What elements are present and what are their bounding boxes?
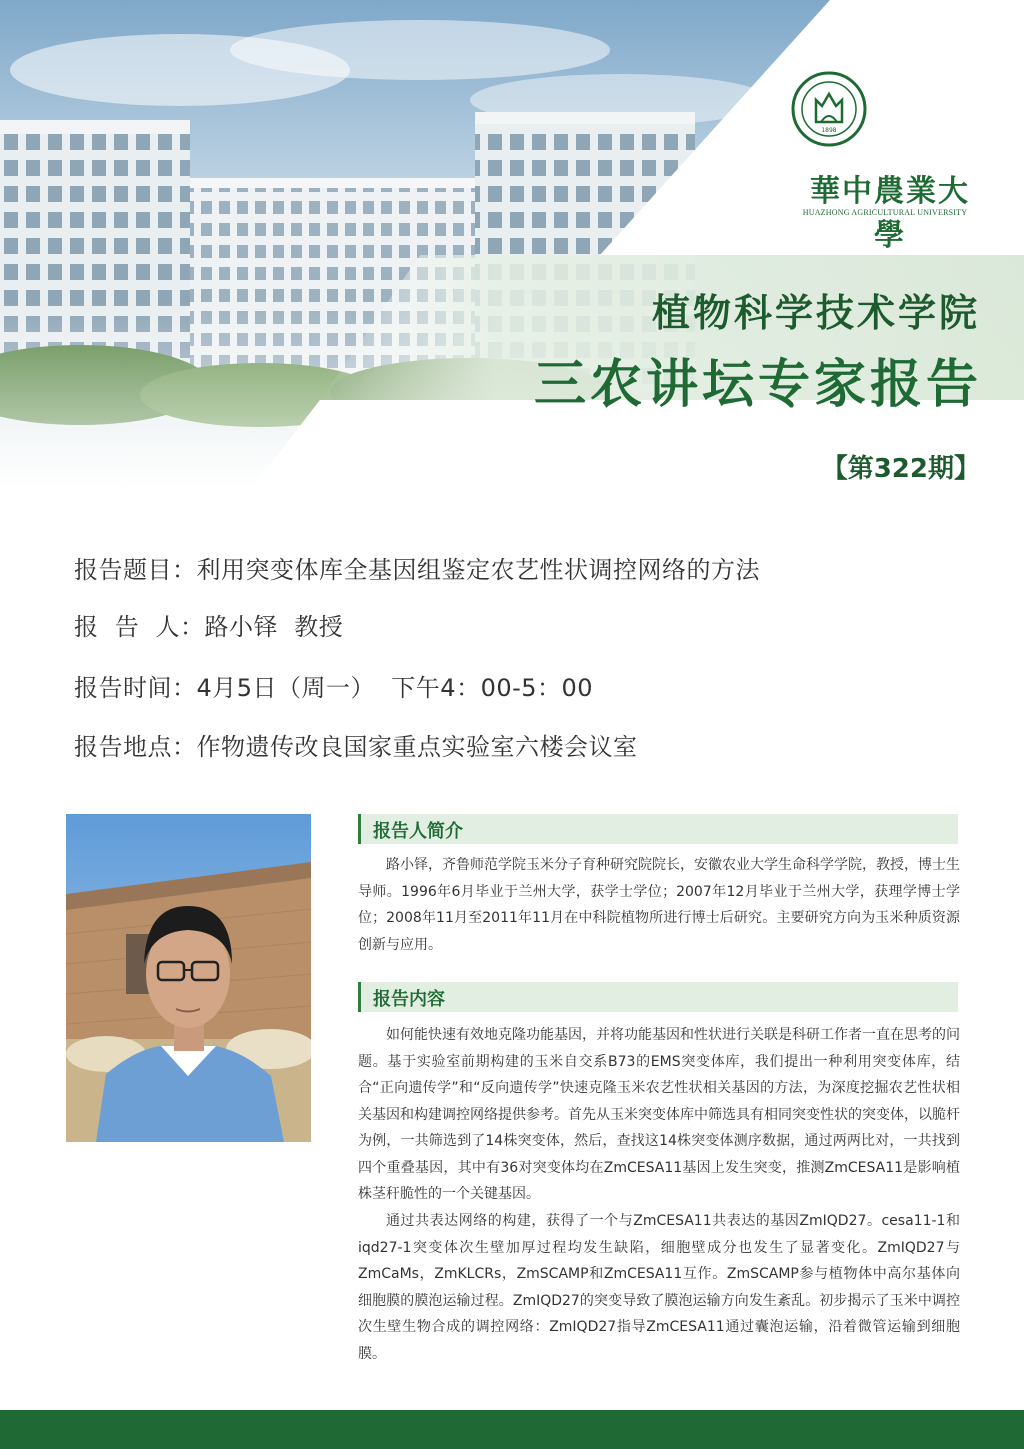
- speaker-label: 报 告 人：: [74, 613, 205, 641]
- bio-section-header: [358, 814, 958, 844]
- time-label: 报告时间：: [74, 674, 197, 702]
- forum-title: 三农讲坛专家报告: [533, 355, 982, 415]
- topic-label: 报告题目：: [74, 556, 197, 584]
- place-label: 报告地点：: [74, 733, 197, 761]
- content-section-header: [358, 982, 958, 1012]
- content-paragraph-2: 通过共表达网络的构建，获得了一个与ZmCESA11共表达的基因ZmIQD27。cesa11-1和iqd27-1突变体次生壁加厚过程均发生缺陷，细胞壁成分也发生了显著变化。ZmIQD27与ZmCaMs，ZmKLCRs，ZmSCAMP和ZmCESA11互作。ZmSCAMP参与植物体中高尔基体向细胞膜的膜泡运输过程。ZmIQD27的突变导致了膜泡运输方向发生紊乱。初步揭示了玉米中调控次生壁生物合成的调控网络：ZmIQD27指导ZmCESA11通过囊泡运输，沿着微管运输到细胞膜。: [358, 1213, 960, 1362]
- logo-english-name: HUAZHONG AGRICULTURAL UNIVERSITY: [802, 208, 968, 217]
- issue-number: 【第322期】: [821, 454, 980, 484]
- report-place-line: [74, 727, 638, 762]
- report-topic-line: [74, 550, 760, 585]
- header-banner: [0, 0, 1024, 490]
- university-seal-icon: [790, 70, 868, 148]
- content-heading: 报告内容: [373, 989, 445, 1010]
- college-name: 植物科学技术学院: [651, 291, 980, 335]
- logo-year: 1898: [821, 127, 837, 134]
- content-paragraph-1: 如何能快速有效地克隆功能基因，并将功能基因和性状进行关联是科研工作者一直在思考的问题。基于实验室前期构建的玉米自交系B73的EMS突变体库，我们提出一种利用突变体库，结合“正向遗传学”和“反向遗传学”快速克隆玉米农艺性状相关基因的方法，为深度挖掘农艺性状相关基因和构建调控网络提供参考。首先从玉米突变体库中筛选具有相同突变性状的突变体，以脆杆为例，一共筛选到了14株突变体，然后，查找这14株突变体测序数据，通过两两比对，一共找到四个重叠基因，其中有36对突变体均在ZmCESA11基因上发生突变，推测ZmCESA11是影响植株茎秆脆性的一个关键基因。: [358, 1027, 960, 1202]
- place-value: 作物遗传改良国家重点实验室六楼会议室: [196, 733, 638, 761]
- report-speaker-line: [74, 607, 343, 642]
- topic-value: 利用突变体库全基因组鉴定农艺性状调控网络的方法: [196, 556, 760, 584]
- logo-chinese-name: 華中農業大學: [810, 174, 970, 253]
- footer-bar: [0, 1410, 1024, 1449]
- university-logo: [790, 70, 990, 253]
- bio-text: 路小铎，齐鲁师范学院玉米分子育种研究院院长，安徽农业大学生命科学学院，教授，博士生导师。1996年6月毕业于兰州大学，获学士学位；2007年12月毕业于兰州大学，获理学博士学位；2008年11月至2011年11月在中科院植物所进行博士后研究。主要研究方向为玉米种质资源创新与应用。: [358, 857, 960, 953]
- time-value: 4月5日（周一） 下午4：00-5：00: [196, 674, 594, 702]
- speaker-value: 路小铎 教授: [204, 613, 344, 641]
- bio-heading: 报告人简介: [373, 821, 463, 842]
- report-time-line: [74, 668, 593, 703]
- speaker-photo: [66, 814, 311, 1142]
